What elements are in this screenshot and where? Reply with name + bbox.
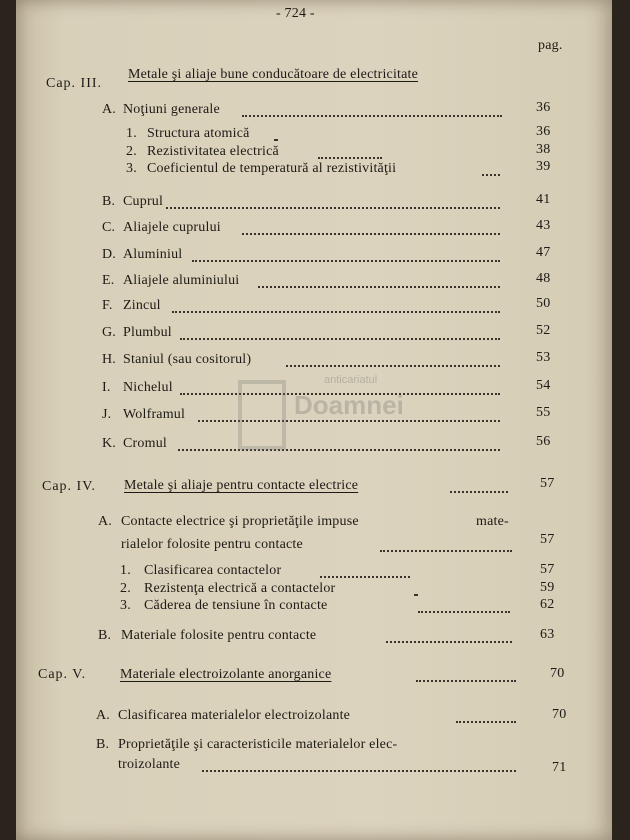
leader-dots [386,641,512,643]
leader-dots [202,770,516,772]
toc-entry: Contacte electrice şi proprietăţile impuse [121,514,359,529]
toc-page: 54 [536,378,551,393]
toc-page: 59 [540,580,555,595]
toc-entry: Plumbul [123,325,172,340]
toc-entry: Aliajele aluminiului [123,273,240,288]
page-number: - 724 - [276,6,315,21]
leader-dots [414,594,418,596]
toc-entry: Aliajele cuprului [123,220,221,235]
chapter-label: Cap. V. [38,667,87,682]
toc-page: 70 [550,666,565,681]
leader-dots [172,311,500,313]
leader-dots [456,721,516,723]
leader-dots [418,611,510,613]
toc-entry: troizolante [118,757,181,772]
toc-page: 47 [536,245,551,260]
toc-page: 52 [536,323,551,338]
toc-page: 39 [536,159,551,174]
toc-sub-number: 2. [120,581,131,596]
leader-dots [416,680,516,682]
leader-dots [274,139,278,141]
chapter-title: Materiale electroizolante anorganice [120,667,332,682]
toc-entry: Zincul [123,298,161,313]
toc-page: 71 [552,760,567,775]
toc-page: 36 [536,124,551,139]
leader-dots [192,260,500,262]
toc-page: 62 [540,597,555,612]
toc-letter: D. [102,247,117,262]
toc-letter: A. [102,102,117,117]
leader-dots [286,365,500,367]
toc-letter: C. [102,220,116,235]
chapter-label: Cap. III. [46,76,103,91]
toc-letter: B. [96,737,110,752]
leader-dots [320,576,410,578]
watermark-text: Doamnei [294,390,404,420]
toc-entry: Nichelul [123,380,173,395]
toc-page: 41 [536,192,551,207]
toc-page: 55 [536,405,551,420]
chapter-label: Cap. IV. [42,479,97,494]
toc-page: 36 [536,100,551,115]
toc-sub-entry: Coeficientul de temperatură al rezistivităţii [147,161,397,176]
leader-dots [166,207,500,209]
watermark-logo [238,372,420,454]
toc-letter: B. [102,194,116,209]
toc-entry: Cuprul [123,194,164,209]
leader-dots [258,286,500,288]
toc-entry: Noţiuni generale [123,102,220,117]
pag-label: pag. [538,38,563,53]
leader-dots [318,157,382,159]
toc-entry: Clasificarea materialelor electroizolante [118,708,351,723]
toc-sub-entry: Rezistivitatea electrică [147,144,279,159]
toc-letter: H. [102,352,117,367]
toc-letter: A. [98,514,113,529]
toc-letter: G. [102,325,117,340]
toc-entry: Cromul [123,436,167,451]
toc-page: 50 [536,296,551,311]
toc-letter: J. [102,407,112,422]
toc-entry: rialelor folosite pentru contacte [121,537,303,552]
toc-sub-entry: Căderea de tensiune în contacte [144,598,328,613]
toc-page: 63 [540,627,555,642]
toc-entry: Wolframul [123,407,186,422]
toc-letter: K. [102,436,117,451]
toc-sub-entry: Structura atomică [147,126,250,141]
watermark-text: anticariatul [324,374,378,386]
toc-letter: F. [102,298,113,313]
toc-sub-number: 1. [120,563,131,578]
toc-page: 57 [540,532,555,547]
toc-page: 53 [536,350,551,365]
watermark-frame-icon [238,380,286,450]
toc-sub-number: 3. [126,161,137,176]
toc-letter: A. [96,708,111,723]
toc-page: 57 [540,476,555,491]
toc-entry: Staniul (sau cositorul) [123,352,252,367]
toc-page: 56 [536,434,551,449]
leader-dots [380,550,512,552]
toc-sub-number: 2. [126,144,137,159]
toc-entry: Proprietăţile şi caracteristicile materialelor elec- [118,737,398,752]
book-page [16,0,612,840]
leader-dots [450,491,508,493]
toc-sub-number: 1. [126,126,137,141]
toc-letter: I. [102,380,111,395]
toc-entry: Aluminiul [123,247,183,262]
toc-letter: B. [98,628,112,643]
toc-page: 70 [552,707,567,722]
chapter-title: Metale şi aliaje bune conducătoare de electricitate [128,67,419,82]
toc-entry-hyphen: mate- [476,514,509,529]
chapter-title: Metale şi aliaje pentru contacte electrice [124,478,359,493]
leader-dots [242,233,500,235]
toc-page: 57 [540,562,555,577]
leader-dots [180,338,500,340]
leader-dots [482,174,500,176]
toc-page: 48 [536,271,551,286]
toc-sub-number: 3. [120,598,131,613]
toc-entry: Materiale folosite pentru contacte [121,628,317,643]
toc-sub-entry: Rezistenţa electrică a contactelor [144,581,336,596]
leader-dots [242,115,502,117]
toc-page: 38 [536,142,551,157]
toc-sub-entry: Clasificarea contactelor [144,563,282,578]
toc-page: 43 [536,218,551,233]
toc-letter: E. [102,273,115,288]
